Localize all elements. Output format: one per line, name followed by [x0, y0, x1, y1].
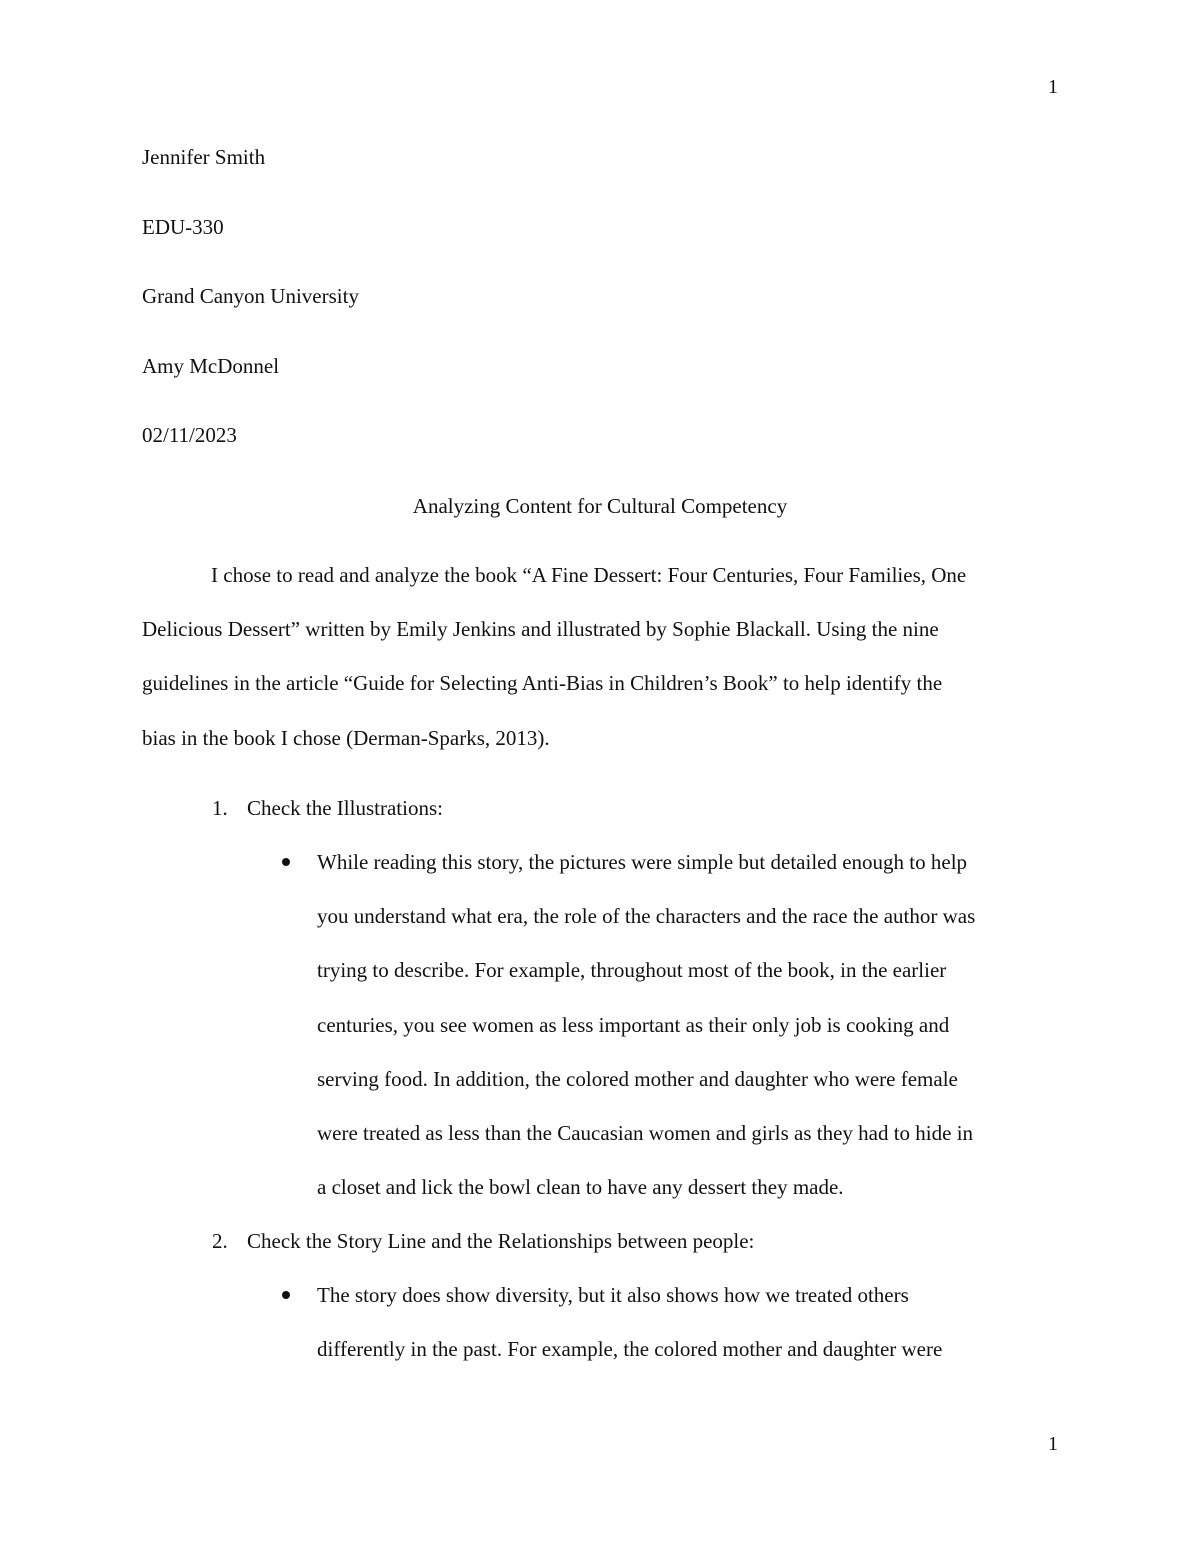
page-number-top: 1: [1048, 76, 1058, 98]
list-number: 1.: [212, 796, 228, 820]
bullet-line: trying to describe. For example, throughout most of the book, in the earlier: [317, 958, 947, 983]
heading-block: [142, 145, 1062, 493]
list-item-2: [212, 1229, 1072, 1253]
bullet-line: a closet and lick the bowl clean to have any dessert they made.: [317, 1175, 844, 1200]
list-item-1: [212, 796, 1072, 820]
bullet-item-2: [282, 1283, 1082, 1391]
list-label: Check the Story Line and the Relationships between people:: [247, 1229, 755, 1253]
intro-line: I chose to read and analyze the book “A Fine Dessert: Four Centuries, Four Families, One: [211, 563, 967, 587]
submission-date: 02/11/2023: [142, 423, 237, 447]
bullet-dot-icon: [282, 858, 290, 866]
intro-line: Delicious Dessert” written by Emily Jenkins and illustrated by Sophie Blackall. Using the nine: [142, 617, 939, 642]
bullet-line: The story does show diversity, but it also shows how we treated others: [317, 1283, 909, 1307]
bullet-line: you understand what era, the role of the characters and the race the author was: [317, 904, 976, 929]
course-code: EDU-330: [142, 214, 224, 239]
list-label: Check the Illustrations:: [247, 796, 443, 820]
bullet-line: serving food. In addition, the colored mother and daughter who were female: [317, 1066, 958, 1091]
bullet-line: were treated as less than the Caucasian women and girls as they had to hide in: [317, 1120, 974, 1145]
student-name: Jennifer Smith: [142, 145, 266, 169]
intro-line: guidelines in the article “Guide for Selecting Anti-Bias in Children’s Book” to help identify the: [142, 671, 943, 696]
instructor-name: Amy McDonnel: [142, 353, 280, 378]
intro-paragraph: [142, 563, 1062, 780]
bullet-line: centuries, you see women as less important as their only job is cooking and: [317, 1012, 950, 1037]
page-number-bottom: 1: [1048, 1433, 1058, 1455]
list-number: 2.: [212, 1229, 228, 1253]
bullet-line: While reading this story, the pictures were simple but detailed enough to help: [317, 850, 968, 874]
paper-title: Analyzing Content for Cultural Competency: [412, 494, 788, 518]
intro-line: bias in the book I chose (Derman-Sparks, 2013).: [142, 725, 550, 750]
bullet-dot-icon: [282, 1291, 290, 1299]
bullet-item-1: [282, 850, 1082, 1229]
university-name: Grand Canyon University: [142, 284, 359, 308]
bullet-line: differently in the past. For example, the colored mother and daughter were: [317, 1337, 943, 1362]
